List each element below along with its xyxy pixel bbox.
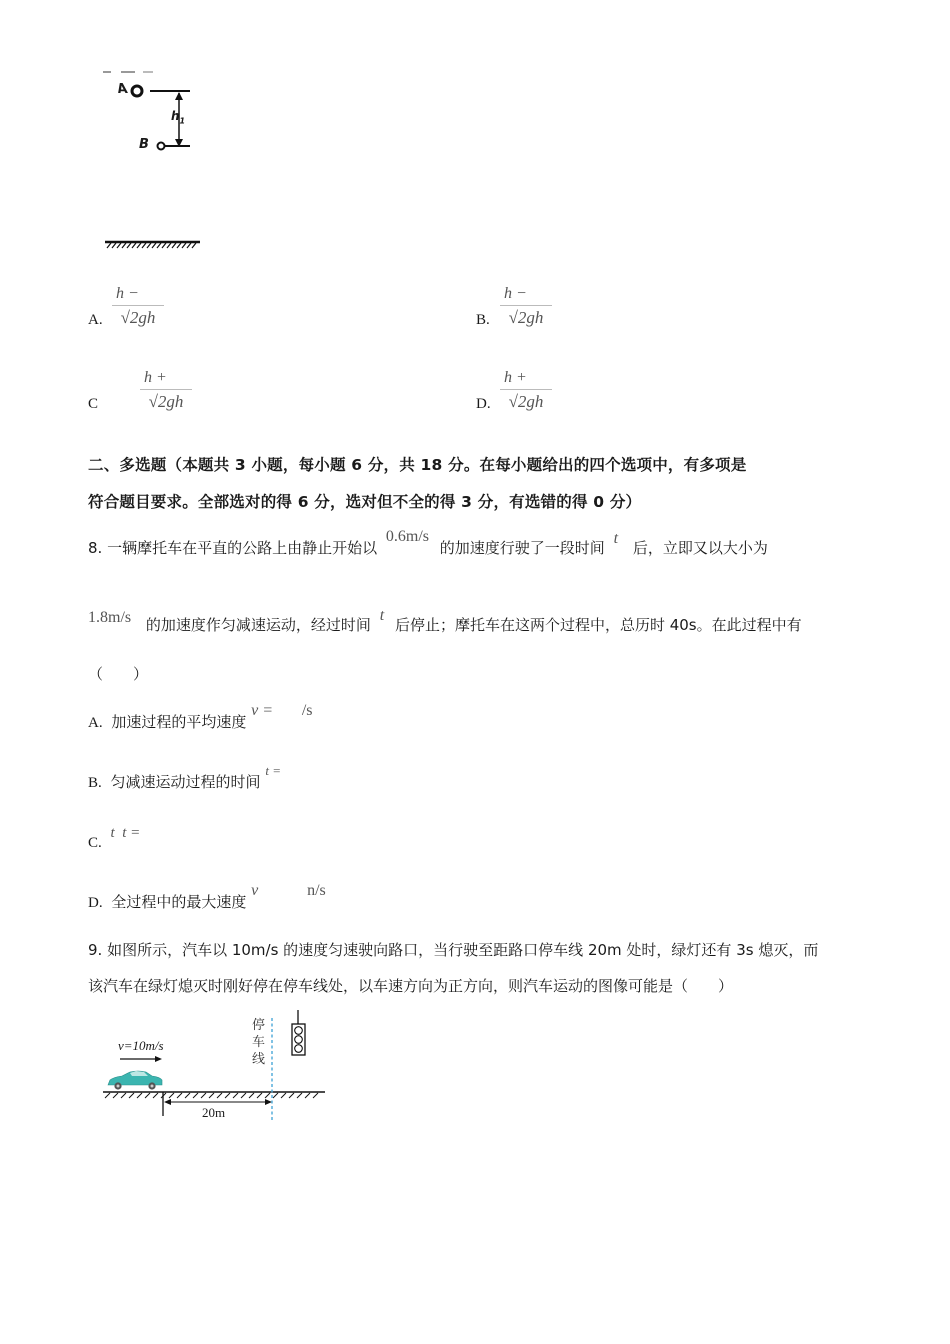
option-label: A.	[88, 715, 103, 731]
velocity-label: v=10m/s	[118, 1038, 164, 1053]
numerator: h −	[504, 285, 527, 302]
q8-text: 后停止；摩托车在这两个过程中，总历时 40s。在此过程中有	[394, 616, 802, 634]
q7-figure	[95, 62, 215, 262]
option-unit: /s	[301, 702, 313, 719]
stop-line-label-1: 停	[252, 1018, 266, 1033]
option-text: 加速过程的平均速度	[111, 713, 247, 731]
q8-line1	[88, 528, 768, 559]
denominator: √2gh	[148, 392, 184, 411]
q8-option-b[interactable]	[88, 763, 281, 793]
traffic-light-icon	[292, 1010, 305, 1055]
car-icon	[108, 1071, 162, 1090]
option-math: v =	[251, 702, 274, 719]
option-math: t t =	[110, 825, 141, 841]
option-unit: n/s	[307, 882, 326, 899]
option-text: 匀减速运动过程的时间	[110, 773, 261, 791]
ball-a-label: A	[117, 82, 128, 97]
option-label: A.	[88, 312, 103, 328]
option-label: D.	[88, 895, 103, 911]
height-subscript: 1	[179, 116, 186, 126]
q7-option-b[interactable]	[476, 284, 676, 340]
option-label: C.	[88, 835, 102, 851]
fraction	[112, 284, 164, 329]
q9-line2: 该汽车在绿灯熄灭时刚好停在停车线处，以车速方向为正方向，则汽车运动的图像可能是（ ）	[88, 977, 734, 995]
fraction-bar	[500, 305, 552, 306]
q8-text: 的加速度作匀减速运动，经过时间	[145, 616, 371, 634]
numerator: h +	[504, 369, 527, 386]
fraction-bar	[500, 389, 552, 390]
denominator: √2gh	[508, 308, 544, 327]
time-symbol-2: t	[379, 607, 385, 624]
time-symbol-1: t	[613, 530, 619, 547]
q8-text: 8. 一辆摩托车在平直的公路上由静止开始以	[88, 539, 378, 557]
fraction	[500, 284, 552, 329]
fraction-bar	[112, 305, 164, 306]
distance-label: 20m	[202, 1105, 226, 1120]
option-label: B.	[476, 312, 490, 328]
q7-option-a[interactable]	[88, 284, 288, 340]
height-label	[171, 109, 185, 125]
q8-answer-paren: （ ）	[88, 665, 149, 683]
option-text: 全过程中的最大速度	[111, 893, 247, 911]
ball-b-label: B	[139, 137, 149, 152]
fraction	[500, 368, 552, 413]
q7-option-d[interactable]	[476, 368, 676, 424]
q9-figure	[100, 1010, 330, 1125]
option-label: C	[88, 396, 99, 412]
option-math: v	[251, 882, 259, 899]
acceleration-value-2: 1.8m/s	[88, 609, 132, 626]
denominator: √2gh	[508, 392, 544, 411]
fraction-bar	[140, 389, 192, 390]
option-label: D.	[476, 396, 491, 412]
section-heading-line2: 符合题目要求。全部选对的得 6 分，选对但不全的得 3 分，有选错的得 0 分）	[88, 493, 642, 511]
q8-option-a[interactable]	[88, 702, 313, 733]
option-label: B.	[88, 775, 102, 791]
q8-option-c[interactable]	[88, 825, 141, 853]
q8-text: 的加速度行驶了一段时间	[439, 539, 605, 557]
section-heading-line1: 二、多选题（本题共 3 小题，每小题 6 分，共 18 分。在每小题给出的四个选项中，有多项是	[88, 456, 747, 474]
q8-line2	[88, 607, 802, 636]
q8-option-d[interactable]	[88, 882, 326, 913]
stop-line-label-3: 线	[252, 1052, 266, 1067]
height-symbol: h	[171, 109, 180, 123]
q8-text: 后，立即又以大小为	[632, 539, 768, 557]
numerator: h −	[116, 285, 139, 302]
q7-figure-drawing	[95, 62, 215, 262]
option-math: t =	[265, 763, 281, 778]
stop-line-label-2: 车	[252, 1035, 266, 1050]
q9-line1: 9. 如图所示，汽车以 10m/s 的速度匀速驶向路口，当行驶至距路口停车线 20m 处时，绿灯还有 3s 熄灭，而	[88, 941, 819, 959]
acceleration-value-1: 0.6m/s	[385, 528, 429, 545]
numerator: h +	[144, 369, 167, 386]
q7-option-c[interactable]	[88, 368, 288, 424]
fraction	[140, 368, 192, 413]
denominator: √2gh	[120, 308, 156, 327]
